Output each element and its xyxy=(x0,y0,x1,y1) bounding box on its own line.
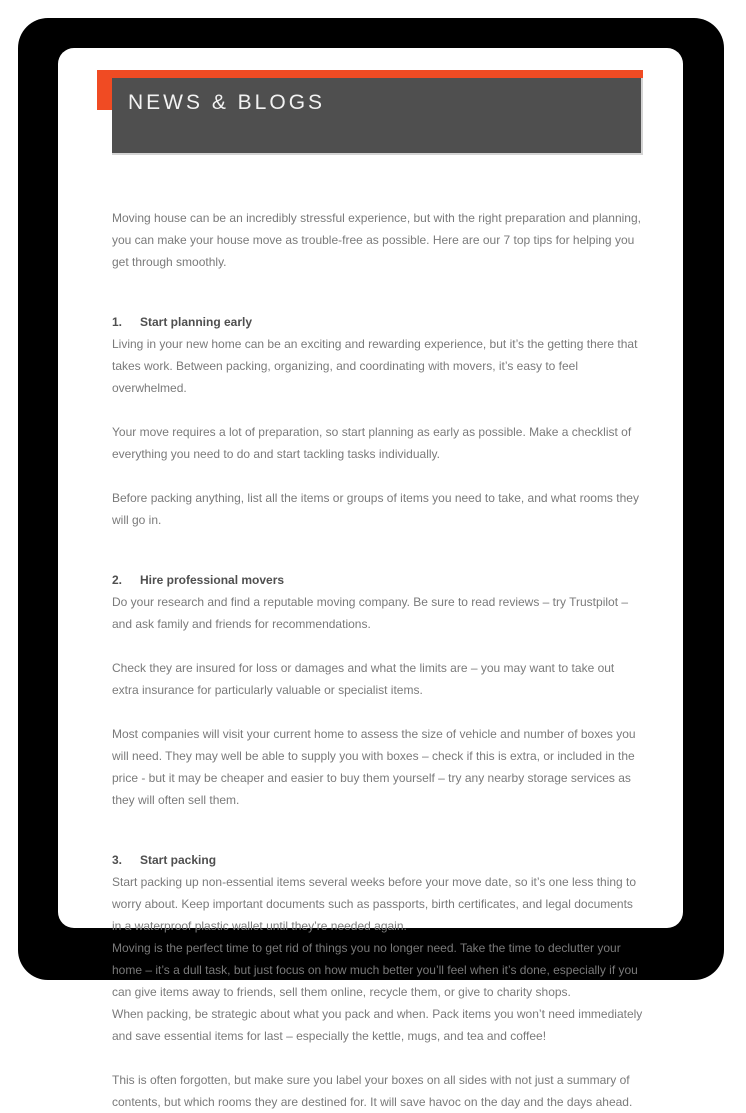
paragraph: Do your research and find a reputable moving company. Be sure to read reviews – try Trustpilot – and ask family and friends for recommendations. xyxy=(112,595,629,631)
section-heading-label: Hire professional movers xyxy=(140,573,285,587)
section-number: 3. xyxy=(112,853,123,867)
page-title: NEWS & BLOGS xyxy=(128,91,326,114)
section-heading xyxy=(112,849,643,871)
section-heading-label: Start planning early xyxy=(140,315,253,329)
paragraph: Before packing anything, list all the items or groups of items you need to take, and what rooms they will go in. xyxy=(112,491,639,527)
section-heading-label: Start packing xyxy=(140,853,217,867)
paragraph: This is often forgotten, but make sure you label your boxes on all sides with not just a summary of contents, but which rooms they are destined for. It will save havoc on the day and the days ahead. xyxy=(112,1073,633,1109)
paragraph: Your move requires a lot of preparation, so start planning as early as possible. Make a checklist of everything you need to do and start tackling tasks individually. xyxy=(112,425,632,461)
header-banner xyxy=(112,78,643,155)
section-number: 1. xyxy=(112,315,123,329)
section-hire-professional-movers xyxy=(112,569,643,811)
paragraph: Start packing up non-essential items several weeks before your move date, so it’s one less thing to worry about. Keep important documents such as passports, birth certificates, and legal documents in a waterproof plastic wallet until they’re needed again. xyxy=(112,875,637,933)
document-page xyxy=(58,48,683,1109)
paragraph: When packing, be strategic about what you pack and when. Pack items you won’t need immediately and save essential items for last – especially the kettle, mugs, and tea and coffee! xyxy=(112,1007,643,1043)
section-start-planning-early xyxy=(112,311,643,531)
document-body xyxy=(112,207,643,1113)
section-heading xyxy=(112,569,643,591)
section-heading xyxy=(112,311,643,333)
paragraph: Living in your new home can be an exciting and rewarding experience, but it’s the getting there that takes work. Between packing, organizing, and coordinating with movers, it’s easy to feel overwhelmed. xyxy=(112,337,638,395)
header xyxy=(58,48,683,155)
paragraph: Moving is the perfect time to get rid of things you no longer need. Take the time to declutter your home – it’s a dull task, but just focus on how much better you’ll feel when it’s done, especially if you can give items away to friends, sell them online, recycle them, or give to charity shops. xyxy=(112,941,638,999)
section-start-packing xyxy=(112,849,643,1113)
intro-paragraph: Moving house can be an incredibly stressful experience, but with the right preparation and planning, you can make your house move as trouble-free as possible. Here are our 7 top tips for helping you get through smoothly. xyxy=(112,211,641,269)
paragraph: Check they are insured for loss or damages and what the limits are – you may want to take out extra insurance for particularly valuable or specialist items. xyxy=(112,661,615,697)
paragraph: Most companies will visit your current home to assess the size of vehicle and number of boxes you will need. They may well be able to supply you with boxes – check if this is extra, or included in the price - but it may be cheaper and easier to buy them yourself – try any nearby storage services as they will often sell them. xyxy=(112,727,636,807)
section-number: 2. xyxy=(112,573,123,587)
